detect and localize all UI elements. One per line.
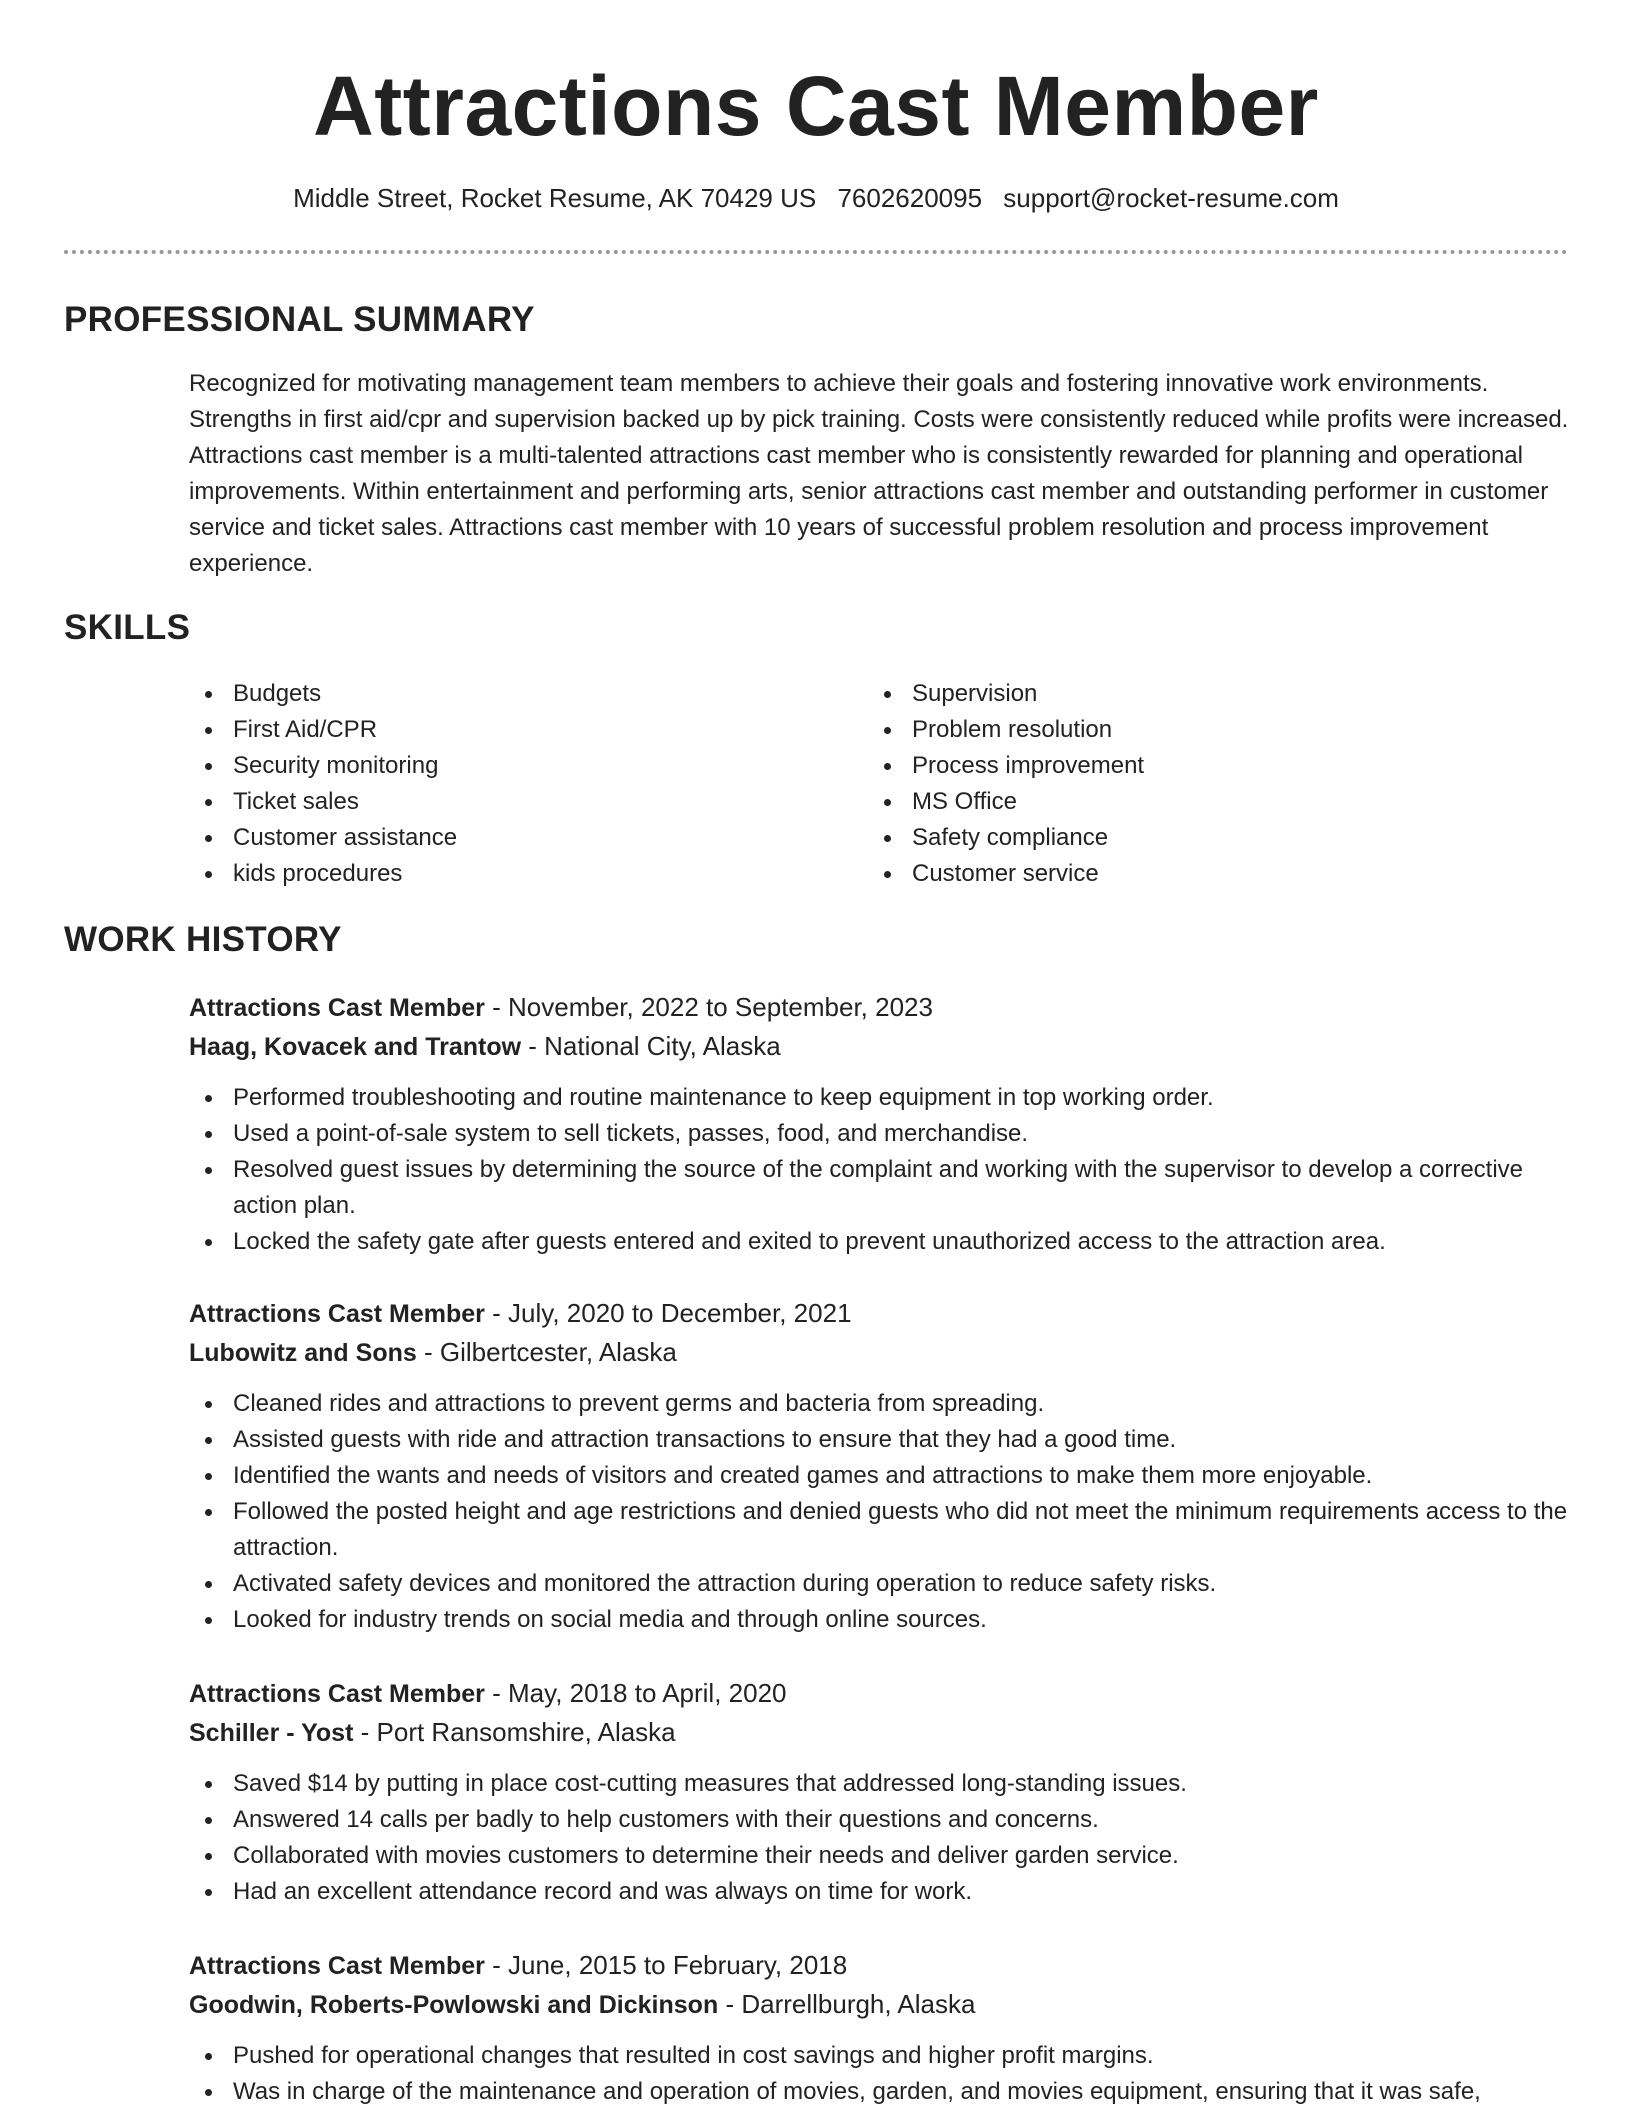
job-entry	[189, 1946, 1569, 2110]
job-role: Attractions Cast Member	[189, 994, 485, 1022]
job-dates: November, 2022 to September, 2023	[508, 992, 933, 1022]
work-history-heading: WORK HISTORY	[64, 920, 342, 959]
contact-email: support@rocket-resume.com	[1003, 183, 1339, 213]
skill-item: Customer service	[868, 856, 1144, 892]
job-company-line: Schiller - Yost - Port Ransomshire, Alaska	[189, 1717, 676, 1747]
job-bullet: Identified the wants and needs of visitors and created games and attractions to make them more enjoyable.	[189, 1458, 1569, 1494]
job-entry	[189, 1294, 1569, 1638]
skill-item: Safety compliance	[868, 820, 1144, 856]
job-bullets	[189, 2038, 1569, 2110]
skill-item: Ticket sales	[189, 784, 457, 820]
skill-item: Problem resolution	[868, 712, 1144, 748]
job-bullet: Had an excellent attendance record and was always on time for work.	[189, 1874, 1569, 1910]
job-company-line: Goodwin, Roberts-Powlowski and Dickinson - Darrellburgh, Alaska	[189, 1989, 976, 2019]
skill-item: First Aid/CPR	[189, 712, 457, 748]
skill-item: Supervision	[868, 676, 1144, 712]
job-dates: July, 2020 to December, 2021	[508, 1298, 852, 1328]
job-bullet: Pushed for operational changes that resulted in cost savings and higher profit margins.	[189, 2038, 1569, 2074]
job-bullet: Collaborated with movies customers to determine their needs and deliver garden service.	[189, 1838, 1569, 1874]
job-bullet: Assisted guests with ride and attraction transactions to ensure that they had a good time.	[189, 1422, 1569, 1458]
header-divider	[64, 250, 1568, 254]
skills-column-right	[868, 676, 1144, 892]
job-title-line: Attractions Cast Member - July, 2020 to December, 2021	[189, 1298, 852, 1328]
job-bullet: Performed troubleshooting and routine maintenance to keep equipment in top working order.	[189, 1080, 1569, 1116]
job-role: Attractions Cast Member	[189, 1300, 485, 1328]
candidate-name: Attractions Cast Member	[313, 59, 1319, 153]
job-company: Schiller - Yost	[189, 1719, 354, 1747]
job-company-line: Haag, Kovacek and Trantow - National City, Alaska	[189, 1031, 781, 1061]
skills-heading: SKILLS	[64, 608, 191, 647]
contact-phone: 7602620095	[837, 183, 983, 213]
job-role: Attractions Cast Member	[189, 1952, 485, 1980]
job-company: Haag, Kovacek and Trantow	[189, 1033, 522, 1061]
job-role: Attractions Cast Member	[189, 1680, 485, 1708]
job-bullet: Saved $14 by putting in place cost-cutting measures that addressed long-standing issues.	[189, 1766, 1569, 1802]
skills-column-left	[189, 676, 457, 892]
summary-text: Recognized for motivating management team members to achieve their goals and fostering innovative work environments. Strengths in first aid/cpr and supervision backed up by pick training. Costs were consistently reduced while profits were increased. Attractions cast member is a multi-talented attractions cast member who is consistently rewarded for planning and operational improvements. Within entertainment and performing arts, senior attractions cast member and outstanding performer in customer service and ticket sales. Attractions cast member with 10 years of successful problem resolution and process improvement experience.	[189, 370, 1569, 577]
contact-line	[0, 180, 1632, 216]
job-company-line: Lubowitz and Sons - Gilbertcester, Alaska	[189, 1337, 677, 1367]
skill-item: Customer assistance	[189, 820, 457, 856]
contact-address: Middle Street, Rocket Resume, AK 70429 US	[293, 183, 817, 213]
skill-item: MS Office	[868, 784, 1144, 820]
job-location: National City, Alaska	[544, 1031, 781, 1061]
job-bullet: Followed the posted height and age restrictions and denied guests who did not meet the minimum requirements access to the attraction.	[189, 1494, 1569, 1566]
job-bullet: Was in charge of the maintenance and operation of movies, garden, and movies equipment, ensuring that it was safe,	[189, 2074, 1569, 2110]
job-bullet: Answered 14 calls per badly to help customers with their questions and concerns.	[189, 1802, 1569, 1838]
job-title-line: Attractions Cast Member - November, 2022 to September, 2023	[189, 992, 933, 1022]
skill-item: Process improvement	[868, 748, 1144, 784]
job-location: Port Ransomshire, Alaska	[376, 1717, 676, 1747]
job-title-line: Attractions Cast Member - May, 2018 to April, 2020	[189, 1678, 787, 1708]
job-title-line: Attractions Cast Member - June, 2015 to February, 2018	[189, 1950, 848, 1980]
job-bullet: Resolved guest issues by determining the source of the complaint and working with the supervisor to develop a corrective action plan.	[189, 1152, 1569, 1224]
job-company: Lubowitz and Sons	[189, 1339, 417, 1367]
job-entry	[189, 988, 1569, 1260]
job-bullets	[189, 1080, 1569, 1260]
job-company: Goodwin, Roberts-Powlowski and Dickinson	[189, 1991, 719, 2019]
job-dates: June, 2015 to February, 2018	[508, 1950, 848, 1980]
skill-item: Budgets	[189, 676, 457, 712]
job-entry	[189, 1674, 1569, 1910]
job-bullet: Used a point-of-sale system to sell tickets, passes, food, and merchandise.	[189, 1116, 1569, 1152]
job-bullets	[189, 1386, 1569, 1638]
skill-item: kids procedures	[189, 856, 457, 892]
job-location: Darrellburgh, Alaska	[741, 1989, 976, 2019]
job-dates: May, 2018 to April, 2020	[508, 1678, 787, 1708]
skill-item: Security monitoring	[189, 748, 457, 784]
job-bullet: Cleaned rides and attractions to prevent germs and bacteria from spreading.	[189, 1386, 1569, 1422]
job-location: Gilbertcester, Alaska	[439, 1337, 677, 1367]
summary-heading: PROFESSIONAL SUMMARY	[64, 300, 535, 339]
job-bullet: Activated safety devices and monitored the attraction during operation to reduce safety risks.	[189, 1566, 1569, 1602]
job-bullet: Looked for industry trends on social media and through online sources.	[189, 1602, 1569, 1638]
job-bullet: Locked the safety gate after guests entered and exited to prevent unauthorized access to the attraction area.	[189, 1224, 1569, 1260]
job-bullets	[189, 1766, 1569, 1910]
